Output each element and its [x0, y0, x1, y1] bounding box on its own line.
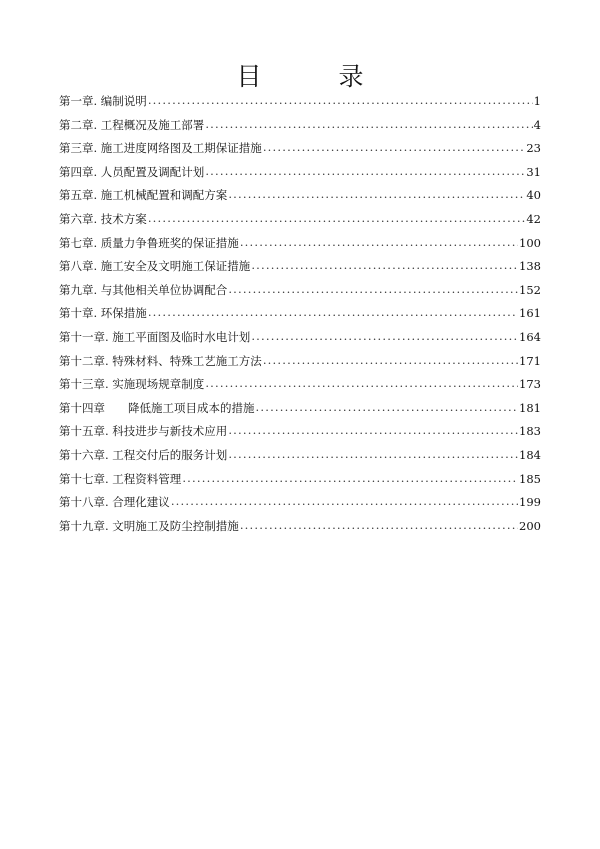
toc-entry-label: 第十六章. 工程交付后的服务计划 — [59, 447, 228, 462]
toc-entry-label: 第十三章. 实施现场规章制度 — [59, 377, 205, 392]
toc-dot-leader — [240, 514, 518, 538]
toc-entry[interactable] — [59, 397, 541, 421]
toc-entry-label: 第十八章. 合理化建议 — [59, 495, 170, 510]
toc-entry[interactable] — [59, 515, 541, 539]
toc-entry-label: 第一章. 编制说明 — [59, 94, 147, 108]
toc-entry[interactable] — [59, 184, 541, 208]
toc-dot-leader — [148, 89, 533, 113]
toc-dot-leader — [205, 372, 518, 396]
toc-dot-leader — [148, 301, 518, 325]
toc-dot-leader — [251, 325, 518, 349]
toc-entry[interactable] — [59, 302, 541, 326]
toc-entry[interactable] — [59, 114, 541, 138]
toc-dot-leader — [148, 207, 526, 231]
toc-entry[interactable] — [59, 468, 541, 492]
toc-entry[interactable] — [59, 279, 541, 303]
toc-entry-label: 第十四章 降低施工项目成本的措施 — [59, 400, 255, 415]
toc-entry-page-number: 171 — [519, 353, 541, 368]
page-title: 目 录 — [236, 62, 390, 91]
toc-dot-leader — [205, 160, 525, 184]
toc-entry-page-number: 199 — [519, 495, 541, 510]
toc-dot-leader — [263, 349, 518, 373]
toc-entry[interactable] — [59, 420, 541, 444]
toc-entry-page-number: 138 — [519, 259, 541, 274]
table-of-contents — [59, 90, 541, 538]
toc-entry[interactable] — [59, 90, 541, 114]
toc-entry-page-number: 185 — [519, 471, 541, 486]
toc-entry-page-number: 100 — [519, 235, 541, 250]
toc-entry-label: 第八章. 施工安全及文明施工保证措施 — [59, 259, 251, 274]
toc-entry-label: 第二章. 工程概况及施工部署 — [59, 117, 205, 132]
toc-entry[interactable] — [59, 255, 541, 279]
toc-entry-label: 第七章. 质量力争鲁班奖的保证措施 — [59, 235, 239, 250]
toc-entry[interactable] — [59, 326, 541, 350]
toc-entry-label: 第五章. 施工机械配置和调配方案 — [59, 188, 228, 203]
toc-dot-leader — [251, 254, 518, 278]
toc-entry-page-number: 31 — [526, 164, 541, 179]
toc-entry-label: 第十五章. 科技进步与新技术应用 — [59, 424, 228, 439]
toc-entry-page-number: 173 — [519, 377, 541, 392]
toc-entry-page-number: 4 — [533, 117, 541, 132]
toc-entry-label: 第十二章. 特殊材料、特殊工艺施工方法 — [59, 353, 262, 368]
toc-dot-leader — [256, 396, 519, 420]
toc-dot-leader — [228, 443, 518, 467]
toc-dot-leader — [240, 231, 518, 255]
toc-dot-leader — [228, 278, 518, 302]
toc-entry[interactable] — [59, 491, 541, 515]
toc-entry-label: 第十一章. 施工平面图及临时水电计划 — [59, 329, 251, 344]
toc-entry-page-number: 40 — [526, 188, 541, 203]
toc-dot-leader — [263, 136, 526, 160]
toc-entry-page-number: 184 — [519, 447, 541, 462]
toc-entry-page-number: 161 — [519, 306, 541, 321]
toc-entry-label: 第十章. 环保措施 — [59, 306, 147, 321]
toc-entry-label: 第四章. 人员配置及调配计划 — [59, 164, 205, 179]
toc-entry[interactable] — [59, 208, 541, 232]
toc-entry[interactable] — [59, 373, 541, 397]
toc-entry-page-number: 200 — [519, 518, 541, 533]
toc-entry-page-number: 1 — [533, 94, 541, 108]
toc-entry-page-number: 181 — [519, 400, 541, 415]
toc-entry[interactable] — [59, 444, 541, 468]
toc-entry-page-number: 164 — [519, 329, 541, 344]
toc-entry[interactable] — [59, 137, 541, 161]
toc-entry[interactable] — [59, 232, 541, 256]
toc-entry-label: 第九章. 与其他相关单位协调配合 — [59, 282, 228, 297]
toc-entry-page-number: 152 — [519, 282, 541, 297]
toc-dot-leader — [228, 183, 525, 207]
toc-entry-label: 第三章. 施工进度网络图及工期保证措施 — [59, 141, 262, 156]
toc-dot-leader — [205, 113, 532, 137]
toc-dot-leader — [182, 467, 518, 491]
toc-entry-page-number: 183 — [519, 424, 541, 439]
toc-dot-leader — [228, 419, 518, 443]
toc-entry[interactable] — [59, 350, 541, 374]
toc-entry-page-number: 23 — [526, 141, 541, 156]
toc-entry-label: 第十七章. 工程资料管理 — [59, 471, 182, 486]
toc-dot-leader — [171, 490, 518, 514]
toc-entry-label: 第十九章. 文明施工及防尘控制措施 — [59, 518, 239, 533]
toc-entry-page-number: 42 — [526, 211, 541, 226]
toc-entry[interactable] — [59, 161, 541, 185]
toc-entry-label: 第六章. 技术方案 — [59, 211, 147, 226]
